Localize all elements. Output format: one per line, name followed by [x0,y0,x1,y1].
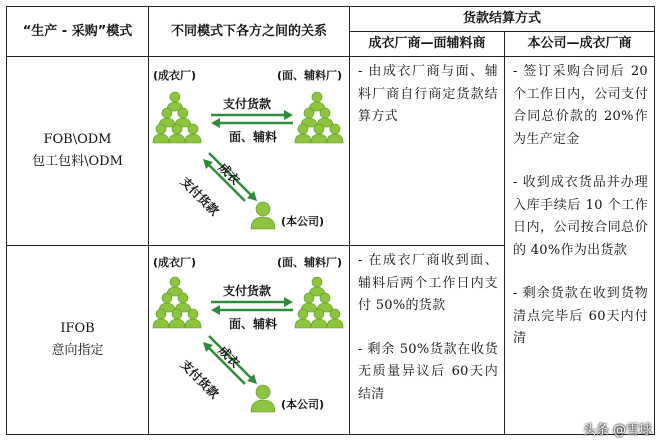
settlement-company-paragraph-2: - 收到成衣货品并办理入库手续后 10 个工作日内，公司按合同总价的 40%作为出货款 [513,175,649,258]
label-arrow-garment: 成衣 [215,343,243,371]
label-arrow-pay: 支付货款 [223,97,272,111]
header-sub-garment-material: 成衣厂商—面辅料商 [350,32,505,57]
label-company: (本公司) [281,398,325,411]
settlement-cell-fob [350,57,505,246]
settlement-table [6,6,655,435]
settlement-company-paragraph-3: - 剩余货款在收到货物清点完毕后 60天内付清 [513,286,649,346]
label-arrow-material: 面、辅料 [229,130,278,144]
settlement-fob-paragraph: - 由成衣厂商与面、辅料厂商自行商定货款结算方式 [358,64,498,124]
arrow-material-left [211,118,293,128]
arrow-material-left [211,305,293,315]
garment-factory-people-icon [153,277,201,328]
settlement-cell-company [505,57,655,435]
watermark: 头条 @雪球 [582,423,652,438]
label-garment-factory: (成衣厂) [153,69,197,82]
label-arrow-garment: 成衣 [215,160,243,188]
mode-cell-ifob [7,246,149,435]
relation-diagram-ifob [149,246,349,434]
header-relation-text: 不同模式下各方之间的关系 [170,23,327,39]
label-garment-factory: (成衣厂) [153,256,197,269]
mode-cell-fob [7,57,149,246]
material-factory-people-icon [295,92,343,143]
label-material-factory: (面、辅料厂) [277,256,343,269]
label-arrow-material: 面、辅料 [229,317,278,331]
relation-diagram-cell-ifob [149,246,350,435]
label-arrow-pay-diagonal: 支付货款 [177,174,222,219]
mode-ifob-line1: IFOB [60,321,95,336]
header-relation [149,7,350,57]
settlement-ifob-paragraph-2: - 剩余 50%货款在收货无质量异议后 60天内结清 [358,341,498,402]
label-company: (本公司) [281,215,325,228]
header-mode-text: “生产 - 采购”模式 [22,23,133,39]
settlement-company-text [505,57,654,351]
label-arrow-pay-diagonal: 支付货款 [177,357,222,402]
garment-factory-people-icon [153,92,201,143]
company-person-icon [251,202,275,229]
label-material-factory: (面、辅料厂) [277,69,343,82]
header-sub-company-garment: 本公司—成衣厂商 [505,32,655,57]
settlement-ifob-paragraph-1: - 在成衣厂商收到面、辅料后两个工作日内支付 50%的货款 [358,253,498,313]
relation-diagram-cell-fob [149,57,350,246]
settlement-cell-ifob [350,246,505,435]
material-factory-people-icon [295,277,343,328]
relation-diagram-fob [149,57,349,245]
settlement-fob-text [350,57,504,129]
mode-ifob-line2: 意向指定 [51,343,104,358]
settlement-company-paragraph-1: - 签订采购合同后 20 个工作日内，公司支付合同总价款的 20%作为生产定金 [513,64,649,147]
label-arrow-pay: 支付货款 [223,284,272,298]
mode-fob-line2: 包工包料\ODM [32,154,123,169]
header-mode [7,7,149,57]
settlement-ifob-text [350,246,504,406]
header-settlement: 货款结算方式 [350,7,655,32]
company-person-icon [251,385,275,412]
mode-fob-line1: FOB\ODM [43,132,112,147]
